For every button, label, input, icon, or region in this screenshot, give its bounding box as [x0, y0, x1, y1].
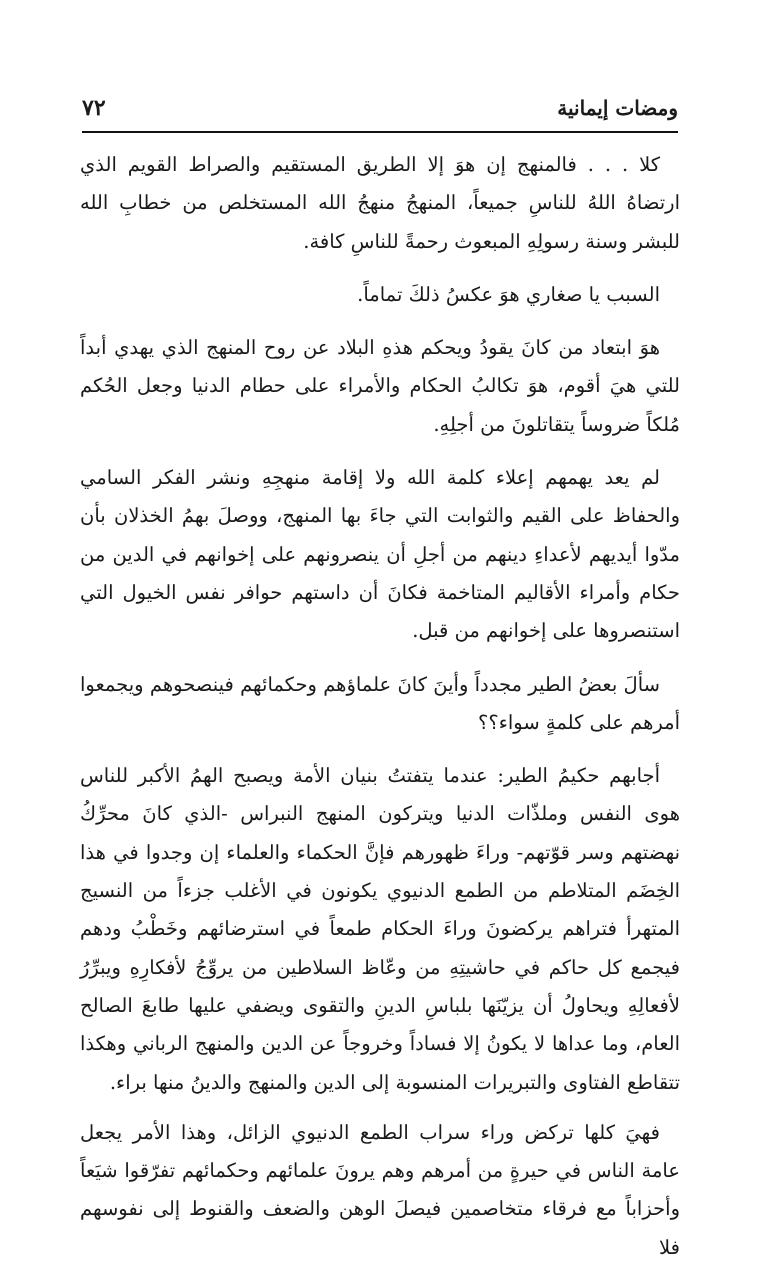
page-number: ٧٢ [82, 95, 106, 121]
paragraph: سألَ بعضُ الطير مجدداً وأينَ كانَ علماؤهم وحكمائهم فينصحوهم ويجمعوا أمرهم على كلمةٍ سواء؟؟ [80, 672, 680, 734]
header-rule [82, 131, 678, 133]
paragraph: فهيَ كلها تركض وراء سراب الطمع الدنيوي الزائل، وهذا الأمر يجعل عامة الناس في حيرةٍ من أمرهم وهم يرونَ علمائهم وحكمائهم تفرّقوا شيَعاً وأحزاباً مع فرقاء متخاصمين فيصلَ الوهن والضعف والقنوط إلى نفوسهم فلا [80, 1120, 680, 1259]
paragraph: السبب يا صغاري هوَ عكسُ ذلكَ تماماً. [357, 282, 660, 306]
page-body [80, 146, 680, 1282]
page-header [82, 88, 678, 128]
paragraph: لم يعد يهمهم إعلاء كلمة الله ولا إقامة منهجِهِ ونشر الفكر السامي والحفاظ على القيم والثوابت التي جاءَ بها المنهج، ووصلَ بهمُ الخذلان بأن مدّوا أيديهم لأعداءِ دينهم من أجلِ أن ينصرونهم على إخوانهم في الدين من حكام وأمراء الأقاليم المتاخمة فكانَ أن داستهم حوافر نفس الخيول التي استنصروها على إخوانهم من قبل. [80, 466, 680, 643]
running-title: ومضات إيمانية [557, 96, 678, 120]
paragraph: هوَ ابتعاد من كانَ يقودُ ويحكم هذهِ البلاد عن روح المنهج الذي يهدي أبداً للتي هيَ أقوم، هوَ تكالبُ الحكام والأمراء على حطام الدنيا وجعل الحُكم مُلكاً ضروساً يتقاتلونَ من أجلِهِ. [80, 336, 680, 436]
paragraph: أجابهم حكيمُ الطير: عندما يتفتتُ بنيان الأمة ويصبح الهمُ الأكبر للناس هوى النفس وملذّات الدنيا ويتركون المنهج النبراس -الذي كانَ محرِّكُ نهضتهم وسر قوّتهم- وراءَ ظهورهم فإنَّ الحكماء والعلماء إن وجدوا في هذا الخِضَم المتلاطم من الطمع الدنيوي يكونون في الأغلب جزءاً من النسيج المتهرأ فتراهم يركضونَ وراءَ الحكام طمعاً في استرضائهم وخَطْبُ ودهم فيجمع كل حاكم في حاشيتِهِ من وعّاظ السلاطين من يروِّجُ لأفكارِهِ ويبرِّرُ لأفعالِهِ ويحاولُ أن يزيّنَها بلباسِ الدينِ والتقوى ويضفي عليها طابعَ الصالح العام، وما عداها لا يكونُ إلا فساداً وخروجاً عن الدين والمنهج الرباني وهكذا تتقاطع الفتاوى والتبريرات المنسوبة إلى الدين والمنهج والدينُ منها براء. [80, 764, 680, 1094]
paragraph: كلا . . . فالمنهج إن هوَ إلا الطريق المستقيم والصراط القويم الذي ارتضاهُ اللهُ للناسِ جميعاً، المنهجُ منهجُ الله المستخلص من خطابِ الله للبشر وسنة رسولِهِ المبعوث رحمةً للناسِ كافة. [80, 153, 680, 253]
